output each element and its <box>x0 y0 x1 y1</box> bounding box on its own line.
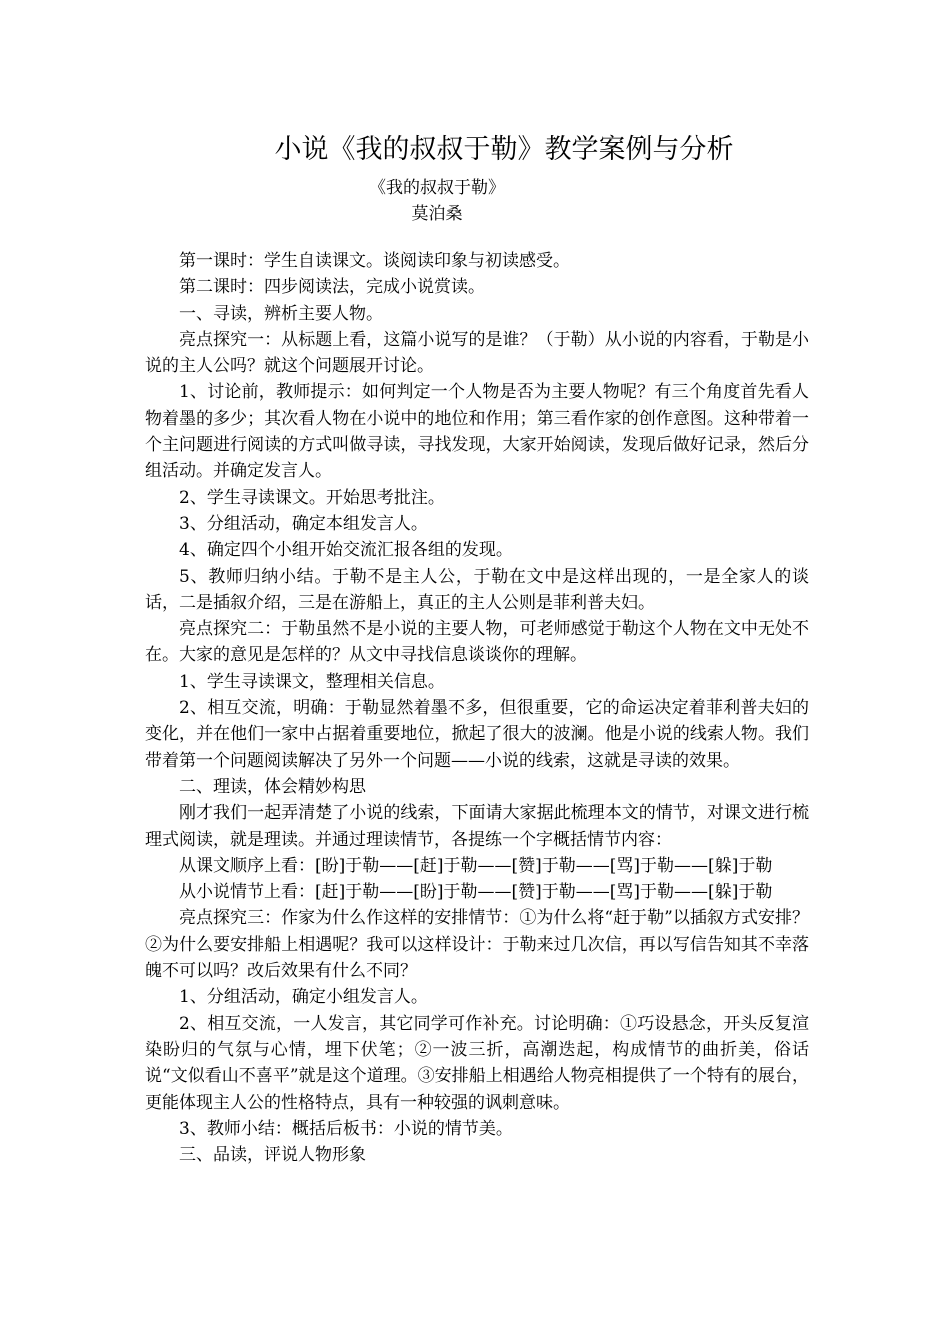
paragraph: 亮点探究二：于勒虽然不是小说的主要人物，可老师感觉于勒这个人物在文中无处不在。大家的意见是怎样的？从文中寻找信息谈谈你的理解。 <box>145 619 809 666</box>
section-heading: 二、理读，体会精妙构思 <box>179 776 366 797</box>
paragraph: 刚才我们一起弄清楚了小说的线索，下面请大家据此梳理本文的情节，对课文进行梳理式阅读，就是理读。并通过理读情节，各提练一个字概括情节内容： <box>145 803 809 850</box>
paragraph: 5、教师归纳小结。于勒不是主人公，于勒在文中是这样出现的，一是全家人的谈话，二是插叙介绍，三是在游船上，真正的主人公则是菲利普夫妇。 <box>145 566 809 613</box>
paragraph: 4、确定四个小组开始交流汇报各组的发现。 <box>179 540 513 561</box>
paragraph: 1、学生寻读课文，整理相关信息。 <box>179 671 445 692</box>
paragraph: 第一课时：学生自读课文。谈阅读印象与初读感受。 <box>179 251 570 271</box>
document-title: 小说《我的叔叔于勒》教学案例与分析 <box>274 134 734 165</box>
document-author: 莫泊桑 <box>411 204 463 224</box>
paragraph: 亮点探究三：作家为什么作这样的安排情节：①为什么将“赶于勒”以插叙方式安排？②为什么要安排船上相遇呢？我可以这样设计：于勒来过几次信，再以写信告知其不幸落魄不可以吗？改后效果有什么不同？ <box>145 908 809 982</box>
paragraph: 2、相互交流，明确：于勒显然着墨不多，但很重要，它的命运决定着菲利普夫妇的变化，并在他们一家中占据着重要地位，掀起了很大的波澜。他是小说的线索人物。我们带着第一个问题阅读解决了另外一个问题——小说的线索，这就是寻读的效果。 <box>145 698 809 771</box>
section-heading: 三、品读，评说人物形象 <box>179 1145 366 1166</box>
section-heading: 一、寻读，辨析主要人物。 <box>179 303 383 324</box>
document-body <box>145 248 809 1168</box>
paragraph: 1、讨论前，教师提示：如何判定一个人物是否为主要人物呢？有三个角度首先看人物着墨的多少；其次看人物在小说中的地位和作用；第三看作家的创作意图。这种带着一个主问题进行阅读的方式叫做寻读，寻找发现，大家开始阅读，发现后做好记录，然后分组活动。并确定发言人。 <box>145 382 809 482</box>
paragraph: 从课文顺序上看：[盼]于勒——[赶]于勒——[赞]于勒——[骂]于勒——[躲]于勒 <box>179 855 773 876</box>
paragraph: 2、学生寻读课文。开始思考批注。 <box>179 487 445 508</box>
paragraph: 3、教师小结：概括后板书：小说的情节美。 <box>179 1118 513 1139</box>
paragraph: 2、相互交流，一人发言，其它同学可作补充。讨论明确：①巧设悬念，开头反复渲染盼归的气氛与心情，埋下伏笔；②一波三折，高潮迭起，构成情节的曲折美，俗话说“文似看山不喜平”就是这个道理。③安排船上相遇给人物亮相提供了一个特有的展台，更能体现主人公的性格特点，具有一种较强的讽刺意味。 <box>145 1013 809 1113</box>
paragraph: 第二课时：四步阅读法，完成小说赏读。 <box>179 277 485 298</box>
paragraph: 亮点探究一：从标题上看，这篇小说写的是谁？（于勒）从小说的内容看，于勒是小说的主人公吗？就这个问题展开讨论。 <box>145 329 809 377</box>
paragraph: 3、分组活动，确定本组发言人。 <box>179 513 428 534</box>
document-subtitle: 《我的叔叔于勒》 <box>369 178 505 198</box>
paragraph: 从小说情节上看：[赶]于勒——[盼]于勒——[赞]于勒——[骂]于勒——[躲]于勒 <box>179 882 773 903</box>
paragraph: 1、分组活动，确定小组发言人。 <box>179 987 428 1008</box>
